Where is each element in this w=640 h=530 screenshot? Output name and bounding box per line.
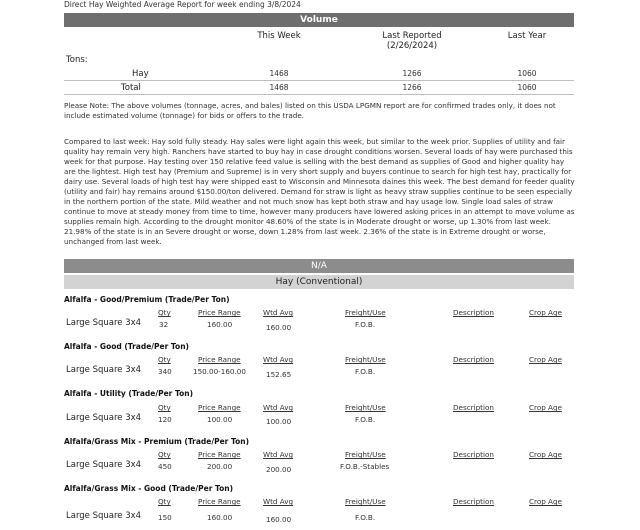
col-this-week: This Week (257, 31, 301, 41)
row-total-last-reported: 1266 (402, 83, 422, 92)
row-price-range: 150.00-160.00 (193, 367, 246, 376)
th-qty: Qty (158, 403, 171, 412)
th-freight-use: Freight/Use (345, 450, 386, 459)
row-wtd-avg: 152.65 (266, 370, 292, 379)
row-qty: 150 (158, 513, 172, 522)
row-class: Large Square 3x4 (66, 413, 142, 423)
row-qty: 340 (158, 367, 172, 376)
na-header: N/A (64, 259, 574, 273)
tons-label: Tons: (66, 55, 88, 65)
th-description: Description (453, 450, 494, 459)
th-qty: Qty (158, 308, 171, 317)
th-description: Description (453, 308, 494, 317)
th-qty: Qty (158, 450, 171, 459)
row-wtd-avg: 160.00 (266, 323, 292, 332)
th-wtd-avg: Wtd Avg (263, 497, 294, 506)
row-hay-label: Hay (132, 69, 149, 79)
row-qty: 450 (158, 462, 172, 471)
row-wtd-avg: 100.00 (266, 417, 292, 426)
th-freight-use: Freight/Use (345, 355, 386, 364)
row-price-range: 160.00 (207, 320, 233, 329)
row-qty: 120 (158, 415, 172, 424)
th-crop-age: Crop Age (529, 497, 562, 506)
row-class: Large Square 3x4 (66, 511, 142, 521)
row-wtd-avg: 200.00 (266, 465, 292, 474)
row-class: Large Square 3x4 (66, 365, 142, 375)
row-total-last-year: 1060 (517, 83, 537, 92)
row-price-range: 200.00 (207, 462, 233, 471)
th-price-range: Price Range (198, 403, 241, 412)
row-freight-use: F.O.B. (355, 415, 376, 424)
th-crop-age: Crop Age (529, 355, 562, 364)
section-title: Alfalfa - Good/Premium (Trade/Per Ton) (64, 295, 230, 304)
volume-note: Please Note: The above volumes (tonnage, acres, and bales) listed on this USDA LPGMN report are for confirmed trades only, it does not include estimated volume (tonnage) for bids or offers to the trade. (64, 101, 556, 120)
row-price-range: 100.00 (207, 415, 233, 424)
section-title: Alfalfa - Good (Trade/Per Ton) (64, 342, 189, 351)
th-price-range: Price Range (198, 355, 241, 364)
row-hay-this-week: 1468 (269, 69, 289, 78)
row-total-label: Total (121, 83, 141, 93)
th-price-range: Price Range (198, 450, 241, 459)
section-title: Alfalfa/Grass Mix - Premium (Trade/Per Ton) (64, 437, 250, 446)
th-crop-age: Crop Age (529, 308, 562, 317)
section-title: Alfalfa - Utility (Trade/Per Ton) (64, 389, 194, 398)
th-wtd-avg: Wtd Avg (263, 403, 294, 412)
th-freight-use: Freight/Use (345, 403, 386, 412)
col-last-reported-date: (2/26/2024) (386, 41, 438, 51)
volume-header: Volume (64, 13, 574, 27)
row-price-range: 160.00 (207, 513, 233, 522)
th-wtd-avg: Wtd Avg (263, 308, 294, 317)
th-description: Description (453, 403, 494, 412)
row-hay-last-reported: 1266 (402, 69, 422, 78)
th-qty: Qty (158, 355, 171, 364)
col-last-year: Last Year (507, 31, 547, 41)
col-last-reported (357, 31, 467, 51)
row-freight-use: F.O.B. (355, 320, 376, 329)
th-wtd-avg: Wtd Avg (263, 450, 294, 459)
col-last-reported-label: Last Reported (382, 31, 442, 41)
row-freight-use: F.O.B.-Stables (340, 462, 390, 471)
th-qty: Qty (158, 497, 171, 506)
th-crop-age: Crop Age (529, 403, 562, 412)
th-freight-use: Freight/Use (345, 308, 386, 317)
th-price-range: Price Range (198, 497, 241, 506)
report-title: Direct Hay Weighted Average Report for week ending 3/8/2024 (64, 0, 301, 9)
th-freight-use: Freight/Use (345, 497, 386, 506)
row-total-this-week: 1468 (269, 83, 289, 92)
row-class: Large Square 3x4 (66, 318, 142, 328)
row-freight-use: F.O.B. (355, 367, 376, 376)
market-commentary: Compared to last week: Hay sold fully steady. Hay sales were light again this week, but similar to the week prior. Supplies of utility and fair quality hay remain very high. Ranchers have started to buy hay in case drought conditions worsen. Several loads of hay were purchased this week for that purpose. Hay testing over 150 relative feed value is selling with the best demand as supplies of Good and higher quality hay are the lightest. High test hay (Premium and Supreme) is in very short supply and buyers continue to search for high test hay, practically for dairy use. Several loads of high test hay were shipped east to Wisconsin and Minnesota daines this week. The best demand for feeder quality (utility and fair) hay remains around $150.00/ton delivered. Demand for straw is light as heavy straw supplies continue to be seen especially in the northern portion of the state. Mild weather and not much snow has kept both straw and hay usage low. Single load sales of straw continue to move at steady money from time to time, however many producers have lowered asking prices in an attempt to move volume as supplies remain high. According to the drought monitor 48.60% of the state is in Moderate drought or worse, up 1.30% from last week. 21.98% of the state is in an Severe drought or worse, down 1.28% from last week. 2.36% of the state is in Extreme drought or worse, unchanged from last week. (64, 137, 575, 246)
th-description: Description (453, 497, 494, 506)
th-crop-age: Crop Age (529, 450, 562, 459)
th-description: Description (453, 355, 494, 364)
divider (64, 80, 574, 81)
section-title: Alfalfa/Grass Mix - Good (Trade/Per Ton) (64, 484, 234, 493)
row-qty: 32 (159, 320, 169, 329)
row-freight-use: F.O.B. (355, 513, 376, 522)
divider (64, 94, 574, 95)
row-wtd-avg: 160.00 (266, 515, 292, 524)
th-price-range: Price Range (198, 308, 241, 317)
row-hay-last-year: 1060 (517, 69, 537, 78)
hay-conventional-header: Hay (Conventional) (64, 275, 574, 289)
th-wtd-avg: Wtd Avg (263, 355, 294, 364)
row-class: Large Square 3x4 (66, 460, 142, 470)
